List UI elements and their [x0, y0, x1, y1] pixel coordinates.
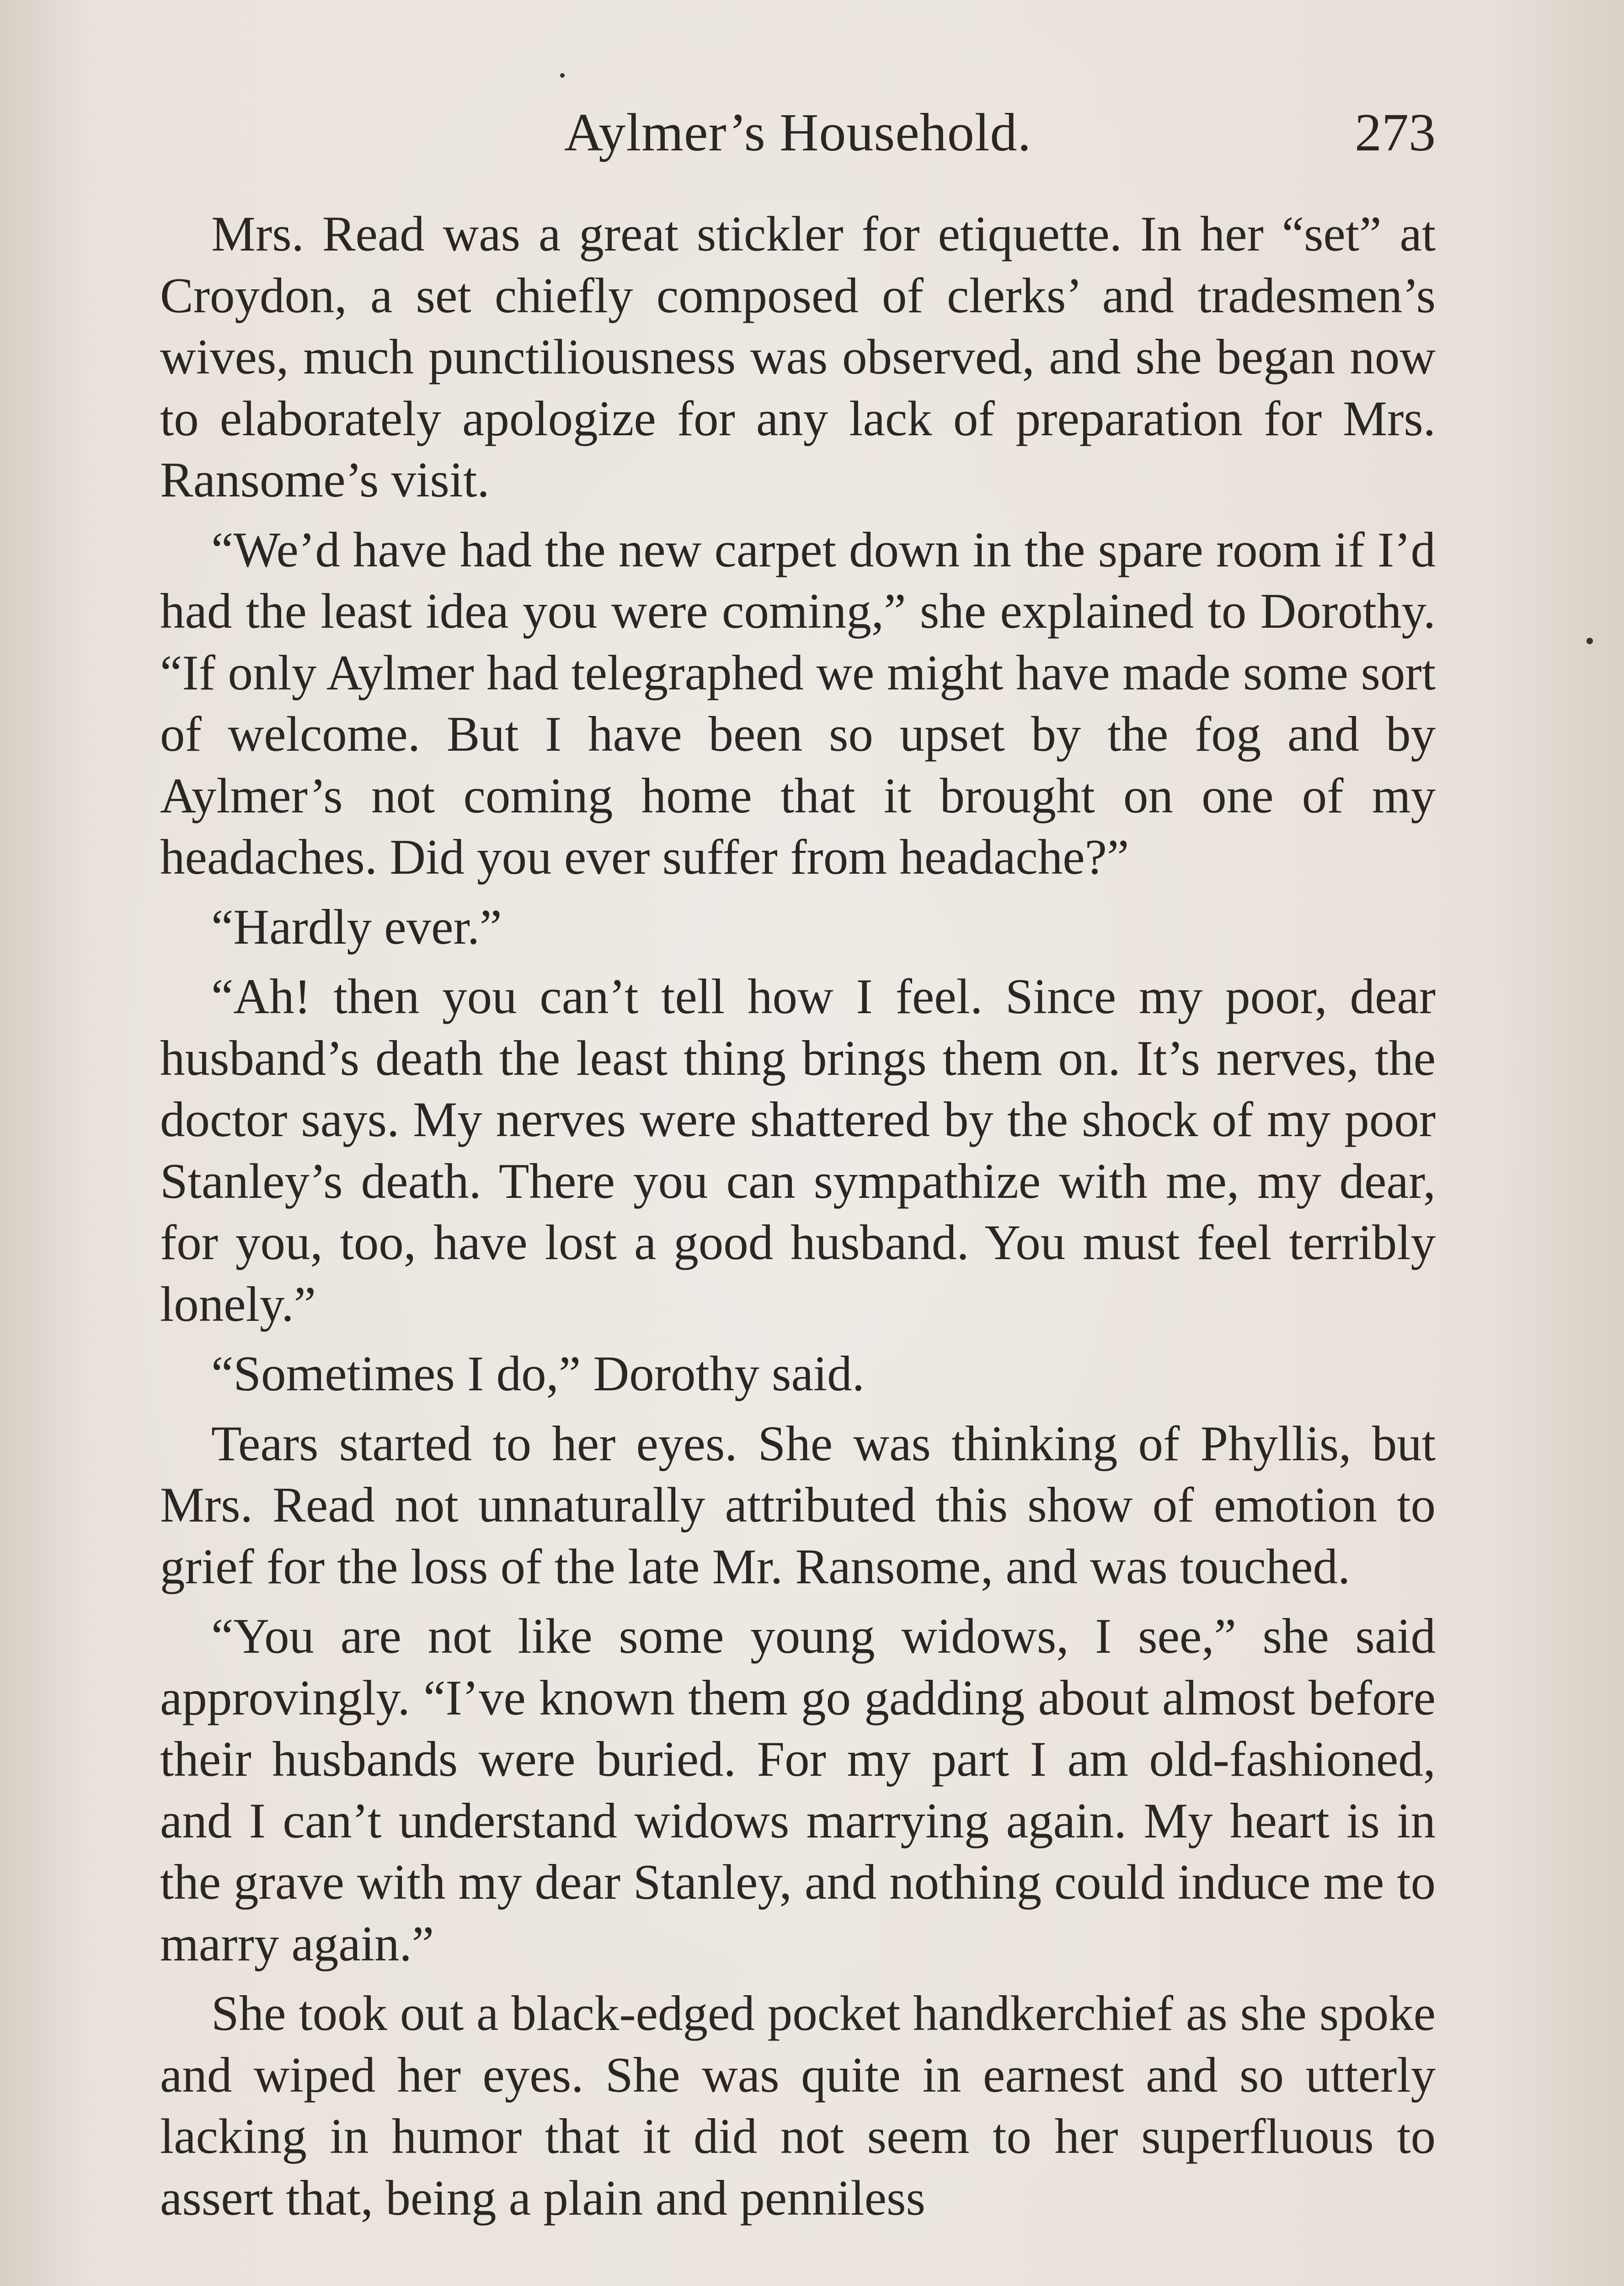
paragraph-1: Mrs. Read was a great stickler for etiquette. In her “set” at Croydon, a set chiefly composed of clerks’ and tradesmen’s wives, much punctiliousness was observed, and she began now to elaborately apologize for any lack of preparation for Mrs. Ransome’s visit.: [160, 206, 1436, 507]
paragraph-3: “Hardly ever.”: [211, 899, 502, 955]
running-title: Aylmer’s Household.: [564, 102, 1031, 162]
paragraph-6: Tears started to her eyes. She was thinking of Phyllis, but Mrs. Read not unnaturally attributed this show of emotion to grief for the loss of the late Mr. Ransome, and was touched.: [160, 1415, 1436, 1594]
paragraph-5: “Sometimes I do,” Dorothy said.: [211, 1346, 865, 1401]
paragraph-8: She took out a black-edged pocket handkerchief as she spoke and wiped her eyes. She was quite in earnest and so utterly lacking in humor that it did not seem to her superfluous to assert that, being a plain and penniless: [160, 1986, 1436, 2226]
page-number: 273: [1355, 102, 1436, 162]
paragraph-4: “Ah! then you can’t tell how I feel. Since my poor, dear husband’s death the least thing brings them on. It’s nerves, the doctor says. My nerves were shattered by the shock of my poor Stanley’s death. There you can sympathize with me, my dear, for you, too, have lost a good husband. You must feel terribly lonely.”: [160, 969, 1436, 1332]
running-head: [160, 96, 1436, 169]
body-text: [160, 203, 1436, 2229]
paper-speck: [560, 73, 565, 78]
paper-speck: [1587, 638, 1593, 644]
paragraph-7: “You are not like some young widows, I see,” she said approvingly. “I’ve known them go gadding about almost before their husbands were buried. For my part I am old-fashioned, and I can’t understand widows marrying again. My heart is in the grave with my dear Stanley, and nothing could induce me to marry again.”: [160, 1608, 1436, 1971]
paragraph-2: “We’d have had the new carpet down in the spare room if I’d had the least idea you were coming,” she explained to Dorothy. “If only Aylmer had telegraphed we might have made some sort of welcome. But I have been so upset by the fog and by Aylmer’s not coming home that it brought on one of my headaches. Did you ever suffer from headache?”: [160, 522, 1436, 885]
